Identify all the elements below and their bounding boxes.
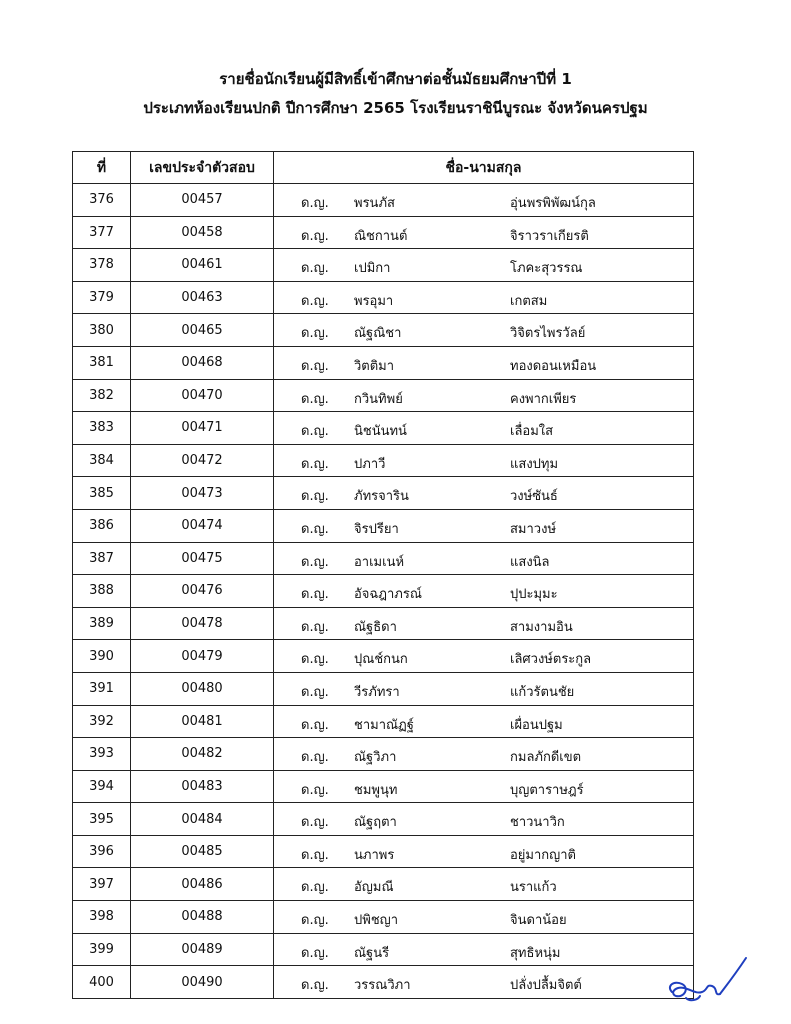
first-name: ณัฐฤตา (354, 815, 397, 831)
last-name: วงษ์ซันธ์ (510, 489, 558, 505)
exam-id: 00465 (131, 314, 274, 347)
first-name: เปมิกา (354, 261, 391, 277)
table-row (73, 835, 694, 868)
first-name: วรรณวิภา (354, 978, 411, 994)
last-name: อุ่นพรพิพัฒน์กุล (510, 196, 596, 211)
last-name: เกตสม (510, 293, 548, 309)
name-prefix: ด.ญ. (301, 326, 329, 342)
exam-id: 00473 (131, 477, 274, 510)
row-number: 379 (73, 281, 131, 314)
first-name: อัญมณี (354, 880, 394, 896)
name-prefix: ด.ญ. (301, 554, 329, 570)
exam-id: 00461 (131, 249, 274, 282)
first-name: พรอุมา (354, 293, 394, 309)
table-row (73, 705, 694, 738)
row-number: 398 (73, 901, 131, 934)
name-prefix: ด.ญ. (301, 684, 329, 700)
first-name: วิตติมา (354, 358, 395, 374)
exam-id: 00481 (131, 705, 274, 738)
row-number: 377 (73, 216, 131, 249)
row-number: 388 (73, 575, 131, 608)
exam-id: 00474 (131, 509, 274, 542)
row-number: 381 (73, 346, 131, 379)
last-name: โภคะสุวรรณ (510, 261, 583, 277)
table-row (73, 281, 694, 314)
name-prefix: ด.ญ. (301, 619, 329, 635)
full-name-cell (274, 868, 694, 901)
exam-id: 00489 (131, 933, 274, 966)
table-row (73, 575, 694, 608)
full-name-cell (274, 803, 694, 836)
last-name: บุญตาราษฎร์ (510, 782, 584, 798)
last-name: นราแก้ว (510, 880, 557, 896)
row-number: 399 (73, 933, 131, 966)
exam-id: 00490 (131, 966, 274, 999)
last-name: สุทธิหนุ่ม (510, 945, 561, 961)
header-exam-id: เลขประจำตัวสอบ (131, 152, 274, 184)
table-row (73, 184, 694, 217)
full-name-cell (274, 346, 694, 379)
signature (662, 950, 752, 1010)
exam-id: 00485 (131, 835, 274, 868)
name-prefix: ด.ญ. (301, 424, 329, 440)
full-name-cell (274, 444, 694, 477)
row-number: 384 (73, 444, 131, 477)
name-prefix: ด.ญ. (301, 750, 329, 766)
name-prefix: ด.ญ. (301, 228, 329, 244)
first-name: กวินทิพย์ (354, 391, 403, 407)
last-name: ทองดอนเหมือน (510, 358, 597, 374)
table-row (73, 738, 694, 771)
row-number: 382 (73, 379, 131, 412)
name-prefix: ด.ญ. (301, 880, 329, 896)
first-name: ณัฐธิดา (354, 619, 397, 635)
exam-id: 00468 (131, 346, 274, 379)
table-row (73, 346, 694, 379)
full-name-cell (274, 607, 694, 640)
full-name-cell (274, 542, 694, 575)
document-subtitle: ประเภทห้องเรียนปกติ ปีการศึกษา 2565 โรงเรียนราชินีบูรณะ จังหวัดนครปฐม (143, 99, 648, 117)
exam-id: 00457 (131, 184, 274, 217)
last-name: จิราวราเกียรติ (510, 228, 589, 244)
first-name: พรนภัส (354, 196, 395, 211)
exam-id: 00458 (131, 216, 274, 249)
name-prefix: ด.ญ. (301, 358, 329, 374)
table-header-row (73, 152, 694, 184)
last-name: เลื่อมใส (510, 424, 554, 440)
table-row (73, 770, 694, 803)
table-row (73, 509, 694, 542)
exam-id: 00470 (131, 379, 274, 412)
table-row (73, 314, 694, 347)
table-row (73, 803, 694, 836)
name-prefix: ด.ญ. (301, 978, 329, 994)
name-prefix: ด.ญ. (301, 456, 329, 472)
exam-id: 00486 (131, 868, 274, 901)
name-prefix: ด.ญ. (301, 521, 329, 537)
table-row (73, 379, 694, 412)
name-prefix: ด.ญ. (301, 815, 329, 831)
table-row (73, 412, 694, 445)
last-name: แก้วรัตนชัย (510, 684, 575, 700)
table-row (73, 249, 694, 282)
table-row (73, 542, 694, 575)
full-name-cell (274, 184, 694, 217)
name-prefix: ด.ญ. (301, 391, 329, 407)
table-row (73, 477, 694, 510)
row-number: 390 (73, 640, 131, 673)
last-name: ปุปะมุมะ (510, 587, 558, 603)
table-row (73, 901, 694, 934)
table-row (73, 444, 694, 477)
last-name: เผื่อนปฐม (510, 717, 563, 733)
first-name: ณัฐวิภา (354, 750, 397, 766)
name-prefix: ด.ญ. (301, 847, 329, 863)
first-name: ปพิชญา (354, 913, 399, 929)
exam-id: 00484 (131, 803, 274, 836)
name-prefix: ด.ญ. (301, 945, 329, 961)
last-name: แสงนิล (510, 554, 550, 570)
full-name-cell (274, 705, 694, 738)
full-name-cell (274, 477, 694, 510)
table-row (73, 607, 694, 640)
full-name-cell (274, 966, 694, 999)
full-name-cell (274, 640, 694, 673)
name-prefix: ด.ญ. (301, 293, 329, 309)
first-name: จิรปรียา (354, 521, 399, 537)
full-name-cell (274, 835, 694, 868)
name-prefix: ด.ญ. (301, 913, 329, 929)
name-prefix: ด.ญ. (301, 587, 329, 603)
row-number: 376 (73, 184, 131, 217)
first-name: อัจฉฎาภรณ์ (354, 587, 422, 603)
first-name: นภาพร (354, 847, 395, 863)
full-name-cell (274, 314, 694, 347)
last-name: ปลั่งปลื้มจิตต์ (510, 978, 582, 994)
last-name: กมลภักดีเขต (510, 750, 582, 766)
first-name: นิชนันทน์ (354, 424, 407, 440)
first-name: ปุณช์กนก (354, 652, 408, 668)
first-name: ชามาณัฏฐ์ (354, 717, 414, 733)
last-name: แสงปทุม (510, 456, 559, 472)
first-name: ปภาวี (354, 456, 386, 472)
full-name-cell (274, 379, 694, 412)
exam-id: 00472 (131, 444, 274, 477)
row-number: 396 (73, 835, 131, 868)
name-prefix: ด.ญ. (301, 652, 329, 668)
row-number: 392 (73, 705, 131, 738)
table-row (73, 933, 694, 966)
last-name: วิจิตรไพรวัลย์ (510, 326, 586, 342)
row-number: 386 (73, 509, 131, 542)
row-number: 393 (73, 738, 131, 771)
row-number: 389 (73, 607, 131, 640)
first-name: ณิชกานต์ (354, 228, 408, 244)
full-name-cell (274, 575, 694, 608)
exam-id: 00480 (131, 672, 274, 705)
first-name: อาเมเนห์ (354, 554, 405, 570)
row-number: 387 (73, 542, 131, 575)
row-number: 383 (73, 412, 131, 445)
full-name-cell (274, 216, 694, 249)
full-name-cell (274, 412, 694, 445)
first-name: ภัทรจาริน (354, 489, 409, 505)
full-name-cell (274, 901, 694, 934)
exam-id: 00488 (131, 901, 274, 934)
header-number: ที่ (73, 152, 131, 184)
table-row (73, 868, 694, 901)
full-name-cell (274, 249, 694, 282)
last-name: สามงามอิน (510, 619, 573, 635)
last-name: จินดาน้อย (510, 913, 567, 929)
full-name-cell (274, 281, 694, 314)
table-row (73, 966, 694, 999)
last-name: อยู่มากญาติ (510, 847, 576, 863)
exam-id: 00476 (131, 575, 274, 608)
first-name: ชมพูนุท (354, 782, 398, 798)
last-name: ชาวนาวิก (510, 815, 565, 831)
full-name-cell (274, 509, 694, 542)
row-number: 378 (73, 249, 131, 282)
student-table (72, 151, 694, 999)
name-prefix: ด.ญ. (301, 782, 329, 798)
row-number: 385 (73, 477, 131, 510)
row-number: 400 (73, 966, 131, 999)
name-prefix: ด.ญ. (301, 489, 329, 505)
row-number: 380 (73, 314, 131, 347)
document-title: รายชื่อนักเรียนผู้มีสิทธิ์เข้าศึกษาต่อชั้นมัธยมศึกษาปีที่ 1 (219, 70, 572, 88)
exam-id: 00471 (131, 412, 274, 445)
first-name: วีรภัทรา (354, 684, 400, 700)
name-prefix: ด.ญ. (301, 261, 329, 277)
row-number: 394 (73, 770, 131, 803)
full-name-cell (274, 933, 694, 966)
exam-id: 00482 (131, 738, 274, 771)
last-name: สมาวงษ์ (510, 521, 557, 537)
exam-id: 00483 (131, 770, 274, 803)
row-number: 395 (73, 803, 131, 836)
row-number: 397 (73, 868, 131, 901)
last-name: คงพากเพียร (510, 391, 577, 407)
exam-id: 00475 (131, 542, 274, 575)
full-name-cell (274, 738, 694, 771)
exam-id: 00478 (131, 607, 274, 640)
table-row (73, 216, 694, 249)
row-number: 391 (73, 672, 131, 705)
first-name: ณัฐณิชา (354, 326, 402, 342)
name-prefix: ด.ญ. (301, 196, 329, 211)
name-prefix: ด.ญ. (301, 717, 329, 733)
table-row (73, 672, 694, 705)
exam-id: 00463 (131, 281, 274, 314)
exam-id: 00479 (131, 640, 274, 673)
last-name: เลิศวงษ์ตระกูล (510, 652, 592, 668)
full-name-cell (274, 770, 694, 803)
table-row (73, 640, 694, 673)
full-name-cell (274, 672, 694, 705)
header-full-name: ชื่อ-นามสกุล (274, 152, 694, 184)
first-name: ณัฐนรี (354, 945, 390, 961)
